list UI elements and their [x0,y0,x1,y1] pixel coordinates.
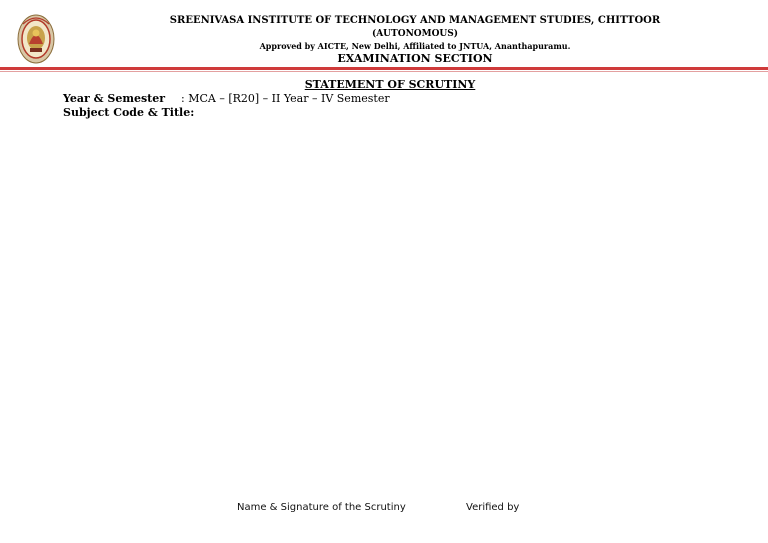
approval-line: Approved by AICTE, New Delhi, Affiliated to JNTUA, Ananthapuramu. [259,41,571,51]
header-divider [0,67,768,70]
section-title: EXAMINATION SECTION [337,52,493,65]
institute-seal-icon [17,14,55,64]
scrutiny-signature-label: Name & Signature of the Scrutiny [237,502,406,513]
autonomous-label: (AUTONOMOUS) [371,29,459,39]
year-semester-value: : MCA – [R20] – II Year – IV Semester [181,92,390,105]
verified-by-label: Verified by [466,502,520,513]
year-semester-label: Year & Semester [63,92,166,105]
subject-code-title-label: Subject Code & Title: [63,106,195,119]
document-title: STATEMENT OF SCRUTINY [304,78,476,91]
institute-name: SREENIVASA INSTITUTE OF TECHNOLOGY AND MANAGEMENT STUDIES, CHITTOOR [169,15,661,26]
header-divider-thin [0,71,768,72]
